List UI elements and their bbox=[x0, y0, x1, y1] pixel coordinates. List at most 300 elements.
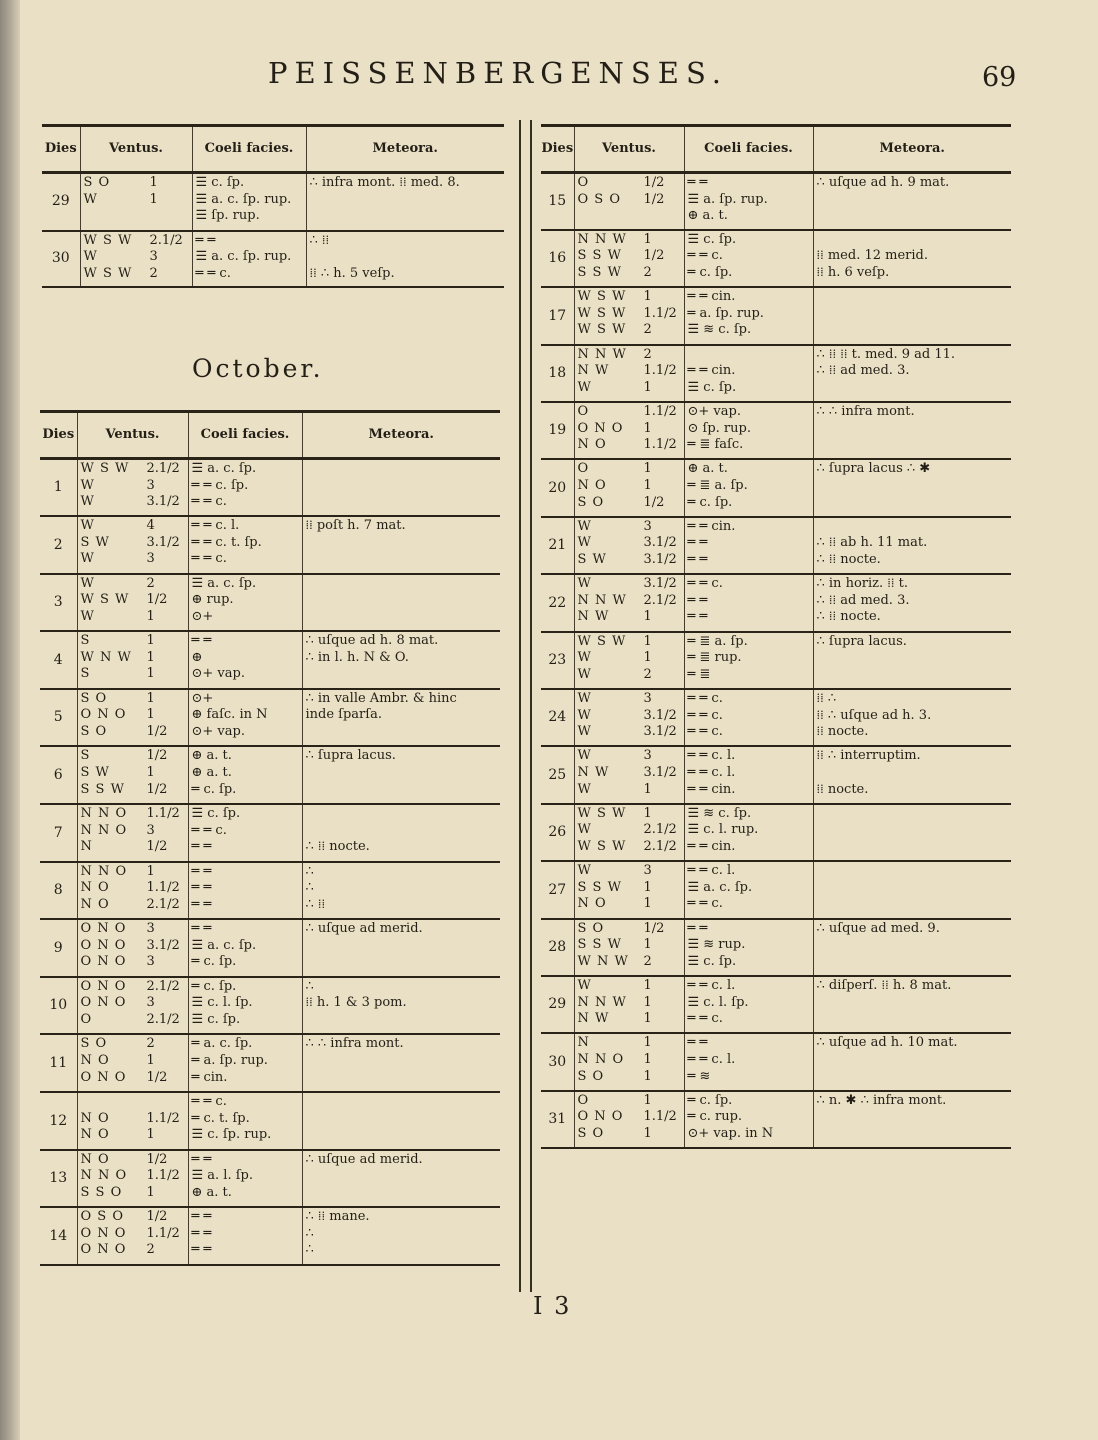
meteora-entry: ⁞⁞ ∴ bbox=[816, 691, 837, 707]
day-row bbox=[40, 516, 500, 574]
meteora-cell bbox=[302, 459, 500, 517]
wind-direction: N bbox=[577, 1035, 590, 1051]
wind-cell bbox=[77, 977, 188, 1035]
wind-direction: O N O bbox=[80, 707, 127, 723]
meteora-cell bbox=[813, 919, 1011, 976]
wind-direction: N O bbox=[577, 478, 607, 494]
day-number: 6 bbox=[40, 746, 77, 804]
meteora-cell bbox=[306, 231, 504, 287]
wind-entry bbox=[578, 863, 681, 880]
wind-cell bbox=[77, 804, 188, 862]
meteora-entry: ⁞⁞ ∴ h. 5 veſp. bbox=[309, 265, 395, 281]
sky-entry: ⊕ a. t. bbox=[191, 1184, 232, 1200]
wind-cell bbox=[77, 459, 188, 517]
meteora-entry bbox=[817, 421, 1009, 438]
sky-cell bbox=[192, 231, 306, 287]
meteora-cell bbox=[302, 631, 500, 689]
sky-entry: ═ ═ cin. bbox=[687, 518, 736, 534]
wind-force: 2 bbox=[149, 265, 158, 281]
wind-force: 2.1/2 bbox=[146, 461, 180, 476]
wind-entry bbox=[578, 954, 681, 971]
wind-force: 1 bbox=[149, 175, 158, 190]
sky-entry: ═ ═ bbox=[687, 592, 708, 608]
wind-entry bbox=[578, 232, 681, 249]
wind-force: 3 bbox=[146, 822, 155, 838]
day-row bbox=[541, 345, 1011, 402]
meteora-entry: ∴ in l. h. N & O. bbox=[305, 649, 409, 665]
wind-force: 2 bbox=[643, 953, 652, 969]
wind-direction: O N O bbox=[80, 937, 127, 953]
day-row bbox=[40, 804, 500, 862]
meteora-entry bbox=[817, 1069, 1009, 1086]
meteora-entry bbox=[306, 823, 498, 840]
wind-entry bbox=[84, 175, 189, 192]
meteora-entry: ∴ uſque ad merid. bbox=[305, 1151, 423, 1167]
meteora-entry bbox=[306, 1168, 498, 1185]
dies-header: Dies bbox=[40, 412, 77, 459]
wind-direction: O bbox=[577, 1092, 590, 1108]
meteora-entry: ∴ ⁞⁞ mane. bbox=[305, 1209, 370, 1225]
sky-entry: ═ ═ c. bbox=[687, 724, 723, 740]
meteora-entry bbox=[817, 495, 1009, 512]
meteora-cell bbox=[302, 516, 500, 574]
meteora-entry: ∴ ⁞⁞ ad med. 3. bbox=[816, 363, 910, 379]
wind-entry bbox=[81, 650, 185, 667]
wind-direction: O N O bbox=[80, 1069, 127, 1085]
meteora-entry bbox=[817, 937, 1009, 954]
sky-entry: ☰ c. l. rup. bbox=[687, 822, 759, 838]
wind-direction: S W bbox=[577, 552, 607, 568]
wind-direction: W bbox=[577, 707, 592, 723]
wind-force: 1 bbox=[643, 289, 652, 305]
day-row bbox=[541, 746, 1011, 803]
meteora-entry bbox=[306, 724, 498, 741]
wind-cell bbox=[77, 1207, 188, 1265]
sky-entry: ☰ c. ſp. bbox=[195, 175, 245, 190]
meteora-entry: ∴ ⁞⁞ nocte. bbox=[305, 839, 370, 855]
day-number: 14 bbox=[40, 1207, 77, 1265]
wind-force: 1 bbox=[643, 781, 652, 797]
wind-force: 2.1/2 bbox=[146, 1012, 180, 1028]
day-row bbox=[40, 746, 500, 804]
wind-direction: S O bbox=[80, 724, 108, 740]
sky-entry: ═ ═ c. bbox=[687, 248, 723, 264]
wind-entry bbox=[81, 1185, 185, 1202]
day-number: 22 bbox=[541, 574, 574, 631]
meteora-entry: ∴ ſupra lacus. bbox=[305, 748, 396, 764]
meteora-entry: ∴ ⁞⁞ ad med. 3. bbox=[816, 592, 910, 608]
sky-entry: ═ c. ſp. bbox=[687, 494, 733, 510]
wind-cell bbox=[574, 919, 684, 976]
meteora-cell bbox=[302, 1150, 500, 1208]
wind-force: 1/2 bbox=[643, 920, 665, 936]
meteora-entry: ∴ ⁞⁞ nocte. bbox=[816, 552, 881, 568]
sky-entry: ☰ a. c. ſp. bbox=[191, 461, 257, 476]
wind-direction: N N O bbox=[577, 1051, 625, 1067]
wind-direction: O bbox=[80, 1012, 93, 1028]
meteora-cell bbox=[813, 1091, 1011, 1148]
sky-entry: ═ cin. bbox=[191, 1069, 228, 1085]
meteora-entry bbox=[310, 208, 502, 225]
wind-cell bbox=[574, 632, 684, 689]
wind-entry bbox=[578, 1093, 681, 1110]
ventus-header: Ventus. bbox=[80, 126, 192, 173]
meteora-cell bbox=[302, 574, 500, 632]
wind-force: 1 bbox=[643, 1035, 652, 1051]
wind-direction: S O bbox=[577, 920, 605, 936]
wind-cell bbox=[77, 574, 188, 632]
wind-force: 1 bbox=[643, 231, 652, 247]
day-row bbox=[541, 861, 1011, 918]
day-row bbox=[541, 1091, 1011, 1148]
wind-direction: W bbox=[80, 608, 95, 624]
wind-entry bbox=[81, 494, 185, 511]
sky-entry: ═ ═ c. bbox=[191, 551, 227, 567]
coeli-header: Coeli facies. bbox=[192, 126, 306, 173]
sky-entry: ═ ═ c. l. bbox=[687, 863, 736, 879]
wind-cell bbox=[77, 862, 188, 920]
sky-entry bbox=[688, 347, 810, 364]
sky-entry: ═ ═ bbox=[687, 535, 708, 551]
wind-entry bbox=[84, 233, 189, 250]
wind-force: 1/2 bbox=[146, 1209, 168, 1225]
wind-entry bbox=[578, 175, 681, 192]
wind-force: 3 bbox=[146, 921, 155, 937]
wind-direction: N W bbox=[577, 765, 610, 780]
meteora-entry bbox=[817, 667, 1009, 684]
running-header: PEISSENBERGENSES. bbox=[268, 56, 729, 90]
sky-entry: ═ ═ c. bbox=[687, 707, 723, 723]
meteora-cell bbox=[813, 861, 1011, 918]
meteora-entry: ∴ bbox=[305, 1242, 314, 1258]
wind-force: 3.1/2 bbox=[643, 535, 677, 551]
wind-entry bbox=[578, 248, 681, 265]
sky-entry: ☰ c. ſp. bbox=[687, 231, 737, 247]
wind-force: 2 bbox=[643, 322, 652, 338]
sky-entry: ═ ═ c. l. bbox=[687, 765, 736, 780]
wind-force: 1 bbox=[146, 666, 155, 682]
day-row bbox=[541, 517, 1011, 574]
meteora-entry: ∴ ſupra lacus ∴ ✱ bbox=[816, 461, 931, 477]
day-number: 29 bbox=[42, 173, 80, 231]
wind-force: 1 bbox=[643, 420, 652, 436]
wind-entry bbox=[81, 1111, 185, 1128]
day-row bbox=[541, 230, 1011, 287]
footer-signature: I 3 bbox=[533, 1292, 572, 1320]
sky-entry: ⊕ faſc. in N bbox=[191, 707, 268, 723]
wind-force: 1 bbox=[146, 1184, 155, 1200]
wind-entry bbox=[81, 1053, 185, 1070]
meteora-entry bbox=[306, 806, 498, 823]
wind-direction: W S W bbox=[577, 305, 627, 321]
wind-direction: W N W bbox=[577, 953, 629, 969]
wind-entry bbox=[81, 1226, 185, 1243]
wind-force: 2.1/2 bbox=[643, 822, 677, 838]
sky-cell bbox=[684, 574, 813, 631]
wind-cell bbox=[574, 173, 684, 230]
sky-entry: ═ ═ bbox=[687, 920, 708, 936]
meteora-cell bbox=[813, 517, 1011, 574]
wind-force: 1.1/2 bbox=[643, 1109, 677, 1125]
table-header-row bbox=[40, 412, 500, 459]
meteora-entry: ∴ bbox=[305, 1225, 314, 1241]
sky-entry: ═ ═ c. l. bbox=[191, 518, 240, 534]
sky-entry: ═ ═ bbox=[191, 839, 212, 855]
wind-force: 1/2 bbox=[643, 191, 665, 207]
wind-force: 1 bbox=[643, 379, 652, 395]
wind-entry bbox=[81, 995, 185, 1012]
sky-entry: ═ ═ bbox=[191, 1242, 212, 1258]
wind-direction: S W bbox=[80, 534, 110, 550]
page-number: 69 bbox=[982, 62, 1017, 93]
day-row bbox=[40, 689, 500, 747]
wind-direction: S O bbox=[80, 690, 108, 706]
meteora-entry: ⁞⁞ nocte. bbox=[816, 724, 869, 740]
wind-direction: N N W bbox=[577, 994, 627, 1010]
wind-entry bbox=[578, 634, 681, 651]
wind-force: 2.1/2 bbox=[643, 592, 677, 608]
day-row bbox=[42, 173, 504, 231]
sky-cell bbox=[188, 1034, 302, 1092]
day-row bbox=[541, 287, 1011, 344]
wind-direction: W S W bbox=[577, 633, 627, 649]
meteora-cell bbox=[813, 804, 1011, 861]
wind-force: 1.1/2 bbox=[643, 404, 677, 420]
wind-cell bbox=[574, 1091, 684, 1148]
wind-force: 1/2 bbox=[643, 248, 665, 264]
wind-entry bbox=[578, 552, 681, 569]
wind-direction: O bbox=[577, 404, 590, 420]
meteora-entry bbox=[817, 232, 1009, 249]
sky-entry: ☰ ≋ rup. bbox=[687, 937, 746, 953]
sky-cell bbox=[684, 173, 813, 230]
sky-entry: ⊙+ vap. bbox=[687, 404, 741, 420]
wind-entry bbox=[578, 306, 681, 323]
day-number: 27 bbox=[541, 861, 574, 918]
sky-entry: ☰ c. l. ſp. bbox=[191, 995, 253, 1011]
meteora-entry bbox=[817, 995, 1009, 1012]
wind-direction: W bbox=[577, 724, 592, 740]
wind-entry bbox=[81, 1168, 185, 1185]
wind-direction: W bbox=[80, 477, 95, 493]
wind-force: 1 bbox=[146, 633, 155, 649]
sky-cell bbox=[188, 919, 302, 977]
wind-entry bbox=[81, 765, 185, 782]
wind-force: 1 bbox=[146, 863, 155, 879]
wind-direction: N O bbox=[80, 1053, 110, 1069]
day-number: 10 bbox=[40, 977, 77, 1035]
wind-direction: S O bbox=[577, 1125, 605, 1141]
wind-entry bbox=[84, 192, 189, 209]
day-number: 23 bbox=[541, 632, 574, 689]
meteora-cell bbox=[813, 689, 1011, 746]
sky-entry: ☰ a. c. ſp. bbox=[191, 575, 257, 591]
wind-cell bbox=[77, 516, 188, 574]
wind-direction: N bbox=[80, 839, 93, 855]
meteora-entry bbox=[306, 1094, 498, 1111]
wind-direction: N N O bbox=[80, 806, 128, 822]
day-number: 28 bbox=[541, 919, 574, 976]
dies-header: Dies bbox=[541, 126, 574, 173]
day-number: 21 bbox=[541, 517, 574, 574]
wind-direction: W S W bbox=[577, 322, 627, 338]
meteora-entry bbox=[310, 249, 502, 266]
day-number: 5 bbox=[40, 689, 77, 747]
meteora-entry bbox=[817, 839, 1009, 856]
meteora-entry bbox=[817, 306, 1009, 323]
wind-force: 1 bbox=[146, 765, 155, 781]
wind-direction: W bbox=[577, 691, 592, 707]
wind-direction: O N O bbox=[577, 420, 624, 436]
wind-direction: W bbox=[577, 781, 592, 797]
sky-cell bbox=[684, 804, 813, 861]
day-number: 2 bbox=[40, 516, 77, 574]
wind-entry bbox=[81, 1070, 185, 1087]
day-number: 11 bbox=[40, 1034, 77, 1092]
wind-direction: W bbox=[577, 576, 592, 592]
wind-force: 1 bbox=[643, 609, 652, 625]
wind-force: 1 bbox=[643, 879, 652, 895]
wind-force: 1/2 bbox=[146, 724, 168, 740]
meteora-entry bbox=[306, 592, 498, 609]
sky-entry: ═ ═ bbox=[191, 1209, 212, 1225]
sky-entry: ⊕ a. t. bbox=[191, 765, 232, 781]
wind-direction: S S O bbox=[80, 1184, 123, 1200]
sky-cell bbox=[188, 804, 302, 862]
dies-header: Dies bbox=[42, 126, 80, 173]
wind-force: 1 bbox=[643, 977, 652, 993]
day-number: 30 bbox=[42, 231, 80, 287]
wind-cell bbox=[80, 231, 192, 287]
sky-entry: ⊕ a. t. bbox=[687, 461, 728, 477]
wind-direction: W bbox=[577, 379, 592, 395]
wind-force: 1 bbox=[643, 896, 652, 912]
day-row bbox=[541, 804, 1011, 861]
meteora-entry: ∴ infra mont. ⁞⁞ med. 8. bbox=[309, 175, 460, 190]
weather-table-october-1-14 bbox=[40, 410, 500, 1266]
sky-entry: ═ ≣ faſc. bbox=[687, 437, 744, 453]
meteora-entry bbox=[817, 896, 1009, 913]
day-number: 24 bbox=[541, 689, 574, 746]
wind-entry bbox=[81, 609, 185, 626]
wind-entry bbox=[578, 1052, 681, 1069]
wind-entry bbox=[578, 519, 681, 536]
wind-direction: W S W bbox=[80, 592, 130, 608]
wind-entry bbox=[578, 347, 681, 364]
wind-cell bbox=[574, 230, 684, 287]
meteora-entry: ∴ uſque ad med. 9. bbox=[816, 920, 940, 936]
meteora-entry bbox=[817, 1011, 1009, 1028]
meteora-entry: ⁞⁞ nocte. bbox=[816, 781, 869, 797]
day-row bbox=[541, 689, 1011, 746]
sky-entry: ═ c. rup. bbox=[687, 1109, 743, 1125]
wind-force: 1/2 bbox=[146, 592, 168, 608]
ventus-header: Ventus. bbox=[77, 412, 188, 459]
table-header-row bbox=[541, 126, 1011, 173]
day-number: 7 bbox=[40, 804, 77, 862]
wind-entry bbox=[578, 437, 681, 454]
wind-force: 1.1/2 bbox=[146, 880, 180, 896]
wind-direction: W bbox=[577, 863, 592, 879]
sky-entry: ═ ═ bbox=[191, 1225, 212, 1241]
wind-force: 3.1/2 bbox=[643, 576, 677, 592]
sky-entry: ☰ ſp. rup. bbox=[195, 208, 260, 224]
day-number: 29 bbox=[541, 976, 574, 1033]
day-number: 13 bbox=[40, 1150, 77, 1208]
wind-entry bbox=[578, 880, 681, 897]
meteora-entry: ⁞⁞ med. 12 merid. bbox=[816, 248, 928, 264]
wind-direction: W S W bbox=[577, 289, 627, 305]
wind-force: 1/2 bbox=[146, 748, 168, 764]
sky-cell bbox=[188, 1207, 302, 1265]
wind-force: 1 bbox=[146, 690, 155, 706]
wind-entry bbox=[81, 551, 185, 568]
wind-force: 2 bbox=[146, 1242, 155, 1258]
meteora-entry: ⁞⁞ h. 1 & 3 pom. bbox=[305, 995, 407, 1011]
meteora-cell bbox=[302, 1092, 500, 1150]
wind-direction: W bbox=[577, 535, 592, 551]
wind-direction: O N O bbox=[80, 921, 127, 937]
wind-direction: W bbox=[80, 551, 95, 567]
wind-entry bbox=[81, 1012, 185, 1029]
day-row bbox=[541, 459, 1011, 516]
wind-entry bbox=[578, 1126, 681, 1143]
wind-direction: W S W bbox=[577, 805, 627, 821]
sky-cell bbox=[684, 517, 813, 574]
sky-cell bbox=[188, 1150, 302, 1208]
wind-force: 3.1/2 bbox=[643, 552, 677, 568]
wind-entry bbox=[578, 478, 681, 495]
sky-cell bbox=[192, 173, 306, 231]
wind-entry bbox=[81, 576, 185, 593]
meteora-entry bbox=[306, 576, 498, 593]
day-row bbox=[40, 1034, 500, 1092]
sky-cell bbox=[684, 345, 813, 402]
sky-cell bbox=[684, 632, 813, 689]
meteora-entry bbox=[306, 1012, 498, 1029]
day-number: 20 bbox=[541, 459, 574, 516]
wind-entry bbox=[578, 921, 681, 938]
wind-entry bbox=[81, 592, 185, 609]
sky-entry: ═ ═ cin. bbox=[687, 781, 736, 797]
wind-direction: O N O bbox=[80, 995, 127, 1011]
wind-direction: S bbox=[80, 633, 91, 649]
meteora-cell bbox=[302, 862, 500, 920]
sky-entry: ═ ═ cin. bbox=[687, 363, 736, 379]
wind-force: 3 bbox=[643, 518, 652, 534]
meteora-entry bbox=[817, 765, 1009, 782]
sky-entry: ☰ a. c. ſp. rup. bbox=[195, 191, 292, 207]
wind-entry bbox=[578, 208, 681, 225]
wind-force: 1.1/2 bbox=[643, 437, 677, 453]
wind-entry bbox=[578, 691, 681, 708]
sky-entry: ═ ═ c. bbox=[191, 494, 227, 510]
day-row bbox=[541, 402, 1011, 459]
wind-direction: S S W bbox=[577, 248, 622, 264]
wind-direction: N O bbox=[577, 896, 607, 912]
wind-force: 1 bbox=[643, 461, 652, 477]
meteora-entry bbox=[306, 1127, 498, 1144]
wind-entry bbox=[578, 1011, 681, 1028]
wind-force: 1 bbox=[149, 191, 158, 207]
wind-force: 1 bbox=[146, 1127, 155, 1143]
day-number: 25 bbox=[541, 746, 574, 803]
sky-entry: ☰ a. l. ſp. bbox=[191, 1168, 253, 1184]
sky-entry: ═ ═ c. bbox=[687, 896, 723, 912]
wind-direction: N N O bbox=[80, 1168, 128, 1184]
month-title: October. bbox=[192, 354, 324, 383]
sky-cell bbox=[188, 746, 302, 804]
